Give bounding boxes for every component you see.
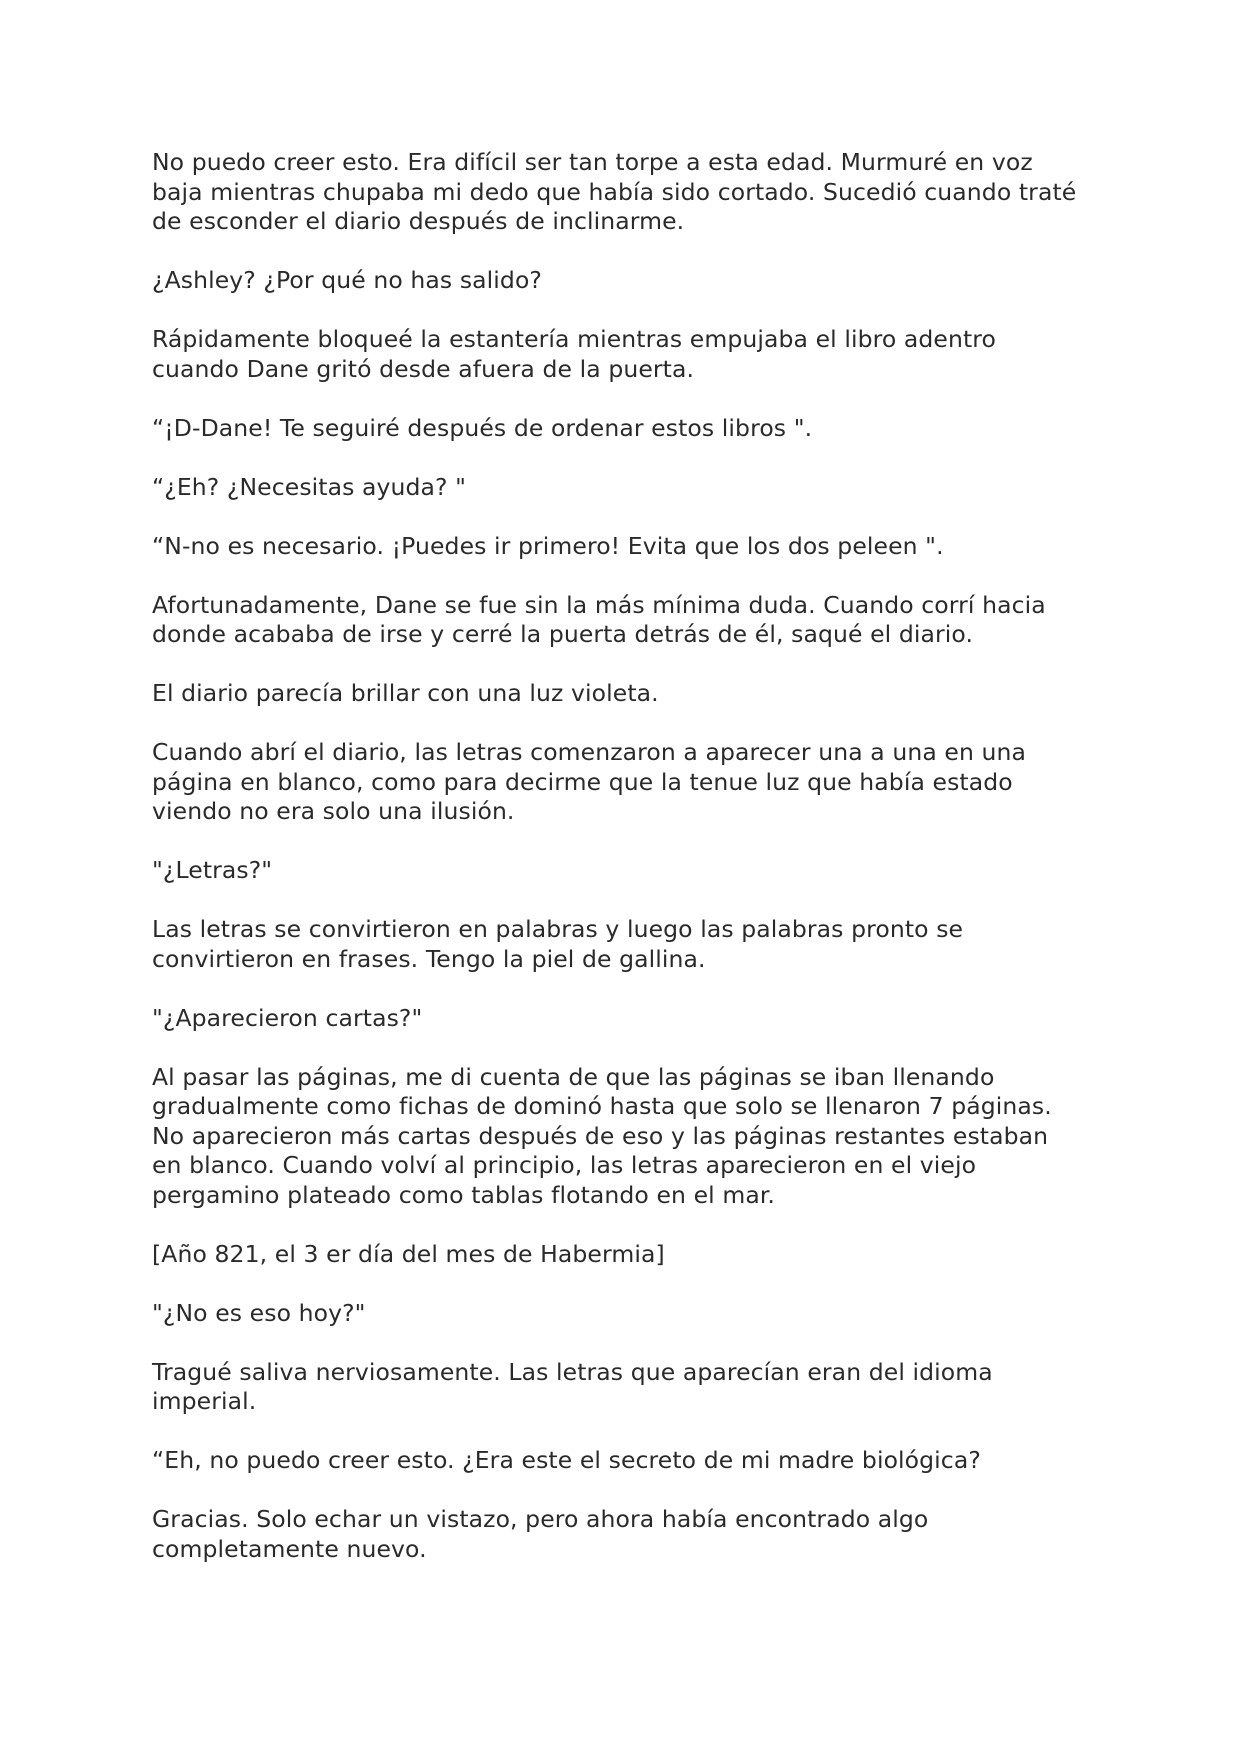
paragraph: “¡D-Dane! Te seguiré después de ordenar estos libros ". <box>152 413 813 442</box>
paragraph: Tragué saliva nerviosamente. Las letras que aparecían eran del idioma imperial. <box>152 1357 993 1415</box>
paragraph: “¿Eh? ¿Necesitas ayuda? " <box>152 472 467 501</box>
paragraph: Al pasar las páginas, me di cuenta de que las páginas se iban llenando gradualmente como fichas de dominó hasta que solo se llenaron 7 páginas. No aparecieron más cartas después de eso y las páginas restantes estaban en blanco. Cuando volví al principio, las letras aparecieron en el viejo pergamino plateado como tablas flotando en el mar. <box>152 1062 1052 1209</box>
paragraph: Afortunadamente, Dane se fue sin la más mínima duda. Cuando corrí hacia donde acababa de irse y cerré la puerta detrás de él, saqué el diario. <box>152 590 1046 648</box>
paragraph: "¿No es eso hoy?" <box>152 1298 366 1327</box>
paragraph: Cuando abrí el diario, las letras comenzaron a aparecer una a una en una página en blanco, como para decirme que la tenue luz que había estado viendo no era solo una ilusión. <box>152 738 1027 825</box>
paragraph: [Año 821, el 3 er día del mes de Habermia] <box>152 1239 665 1268</box>
document-body <box>152 148 1082 1594</box>
paragraph: “Eh, no puedo creer esto. ¿Era este el secreto de mi madre biológica? <box>152 1446 981 1474</box>
paragraph: ¿Ashley? ¿Por qué no has salido? <box>152 266 542 294</box>
paragraph: No puedo creer esto. Era difícil ser tan torpe a esta edad. Murmuré en voz baja mientras chupaba mi dedo que había sido cortado. Sucedió cuando traté de esconder el diario después de inclinarme. <box>152 148 1077 235</box>
paragraph: Las letras se convirtieron en palabras y luego las palabras pronto se convirtieron en frases. Tengo la piel de gallina. <box>152 915 964 973</box>
paragraph: "¿Aparecieron cartas?" <box>152 1003 423 1032</box>
paragraph: Gracias. Solo echar un vistazo, pero ahora había encontrado algo completamente nuevo. <box>152 1505 929 1563</box>
paragraph: "¿Letras?" <box>152 856 273 884</box>
paragraph: Rápidamente bloqueé la estantería mientras empujaba el libro adentro cuando Dane gritó desde afuera de la puerta. <box>152 325 996 383</box>
paragraph: El diario parecía brillar con una luz violeta. <box>152 679 659 707</box>
paragraph: “N-no es necesario. ¡Puedes ir primero! Evita que los dos peleen ". <box>152 531 944 560</box>
